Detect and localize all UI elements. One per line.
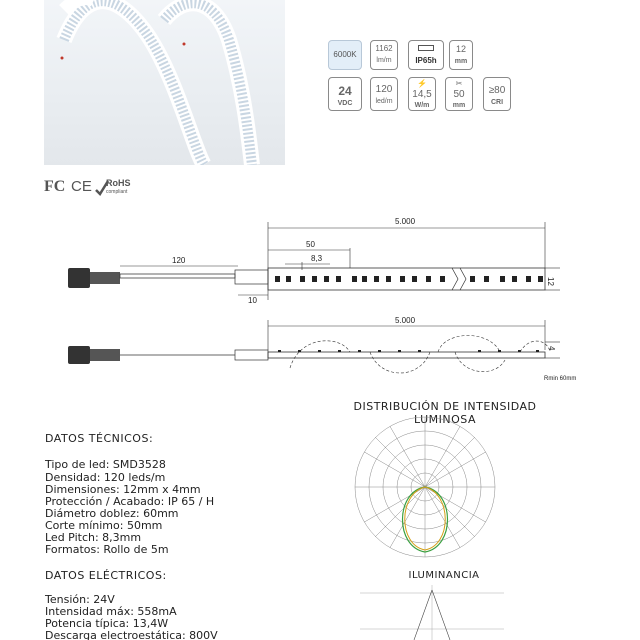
datos-tecnicos-heading: DATOS TÉCNICOS: [45, 432, 154, 445]
datos-electricos-heading: DATOS ELÉCTRICOS: [45, 569, 167, 582]
fcc-logo: FC [44, 178, 66, 195]
rohs-compliant-label: compliant [106, 189, 128, 195]
distribution-title: DISTRIBUCIÓN DE INTENSIDAD LUMINOSA [353, 400, 537, 426]
dim-offset: 10 [248, 296, 257, 305]
spec-line: Tensión: 24V [45, 593, 115, 606]
spec-line: Densidad: 120 leds/m [45, 471, 166, 484]
spec-line: Led Pitch: 8,3mm [45, 531, 142, 544]
dim-width: 12 [546, 277, 555, 286]
spec-line: Intensidad máx: 558mA [45, 605, 177, 618]
illuminance-title: ILUMINANCIA [408, 570, 480, 581]
technical-drawing [0, 200, 640, 390]
led-density-icon: 120 led/m [370, 77, 398, 111]
rohs-logo: RoHS [106, 178, 131, 188]
illuminance-chart [352, 585, 512, 640]
spec-line: Formatos: Rollo de 5m [45, 543, 169, 556]
spec-line: Corte mínimo: 50mm [45, 519, 163, 532]
dim-length-side: 5.000 [395, 316, 416, 325]
certification-logos [44, 175, 144, 197]
color-temperature-icon: 6000K [328, 40, 362, 70]
polar-distribution-chart [350, 412, 500, 562]
lumens-icon: 1162 lm/m [370, 40, 398, 70]
product-photo [44, 0, 285, 165]
spec-line: Protección / Acabado: IP 65 / H [45, 495, 215, 508]
dim-thickness: 4 [547, 346, 556, 351]
cri-icon: ≥80 CRI [483, 77, 511, 111]
ip-rating-icon: IP65h [408, 40, 444, 70]
spec-icons [328, 40, 518, 120]
dim-length-top: 5.000 [395, 217, 416, 226]
dim-cable: 120 [172, 256, 186, 265]
dim-min-radius: Rmin 60mm [544, 376, 577, 382]
spec-line: Potencia típica: 13,4W [45, 617, 169, 630]
width-icon: 12 mm [449, 40, 473, 70]
spec-line: Dimensiones: 12mm x 4mm [45, 483, 201, 496]
power-icon: ⚡ 14,5 W/m [408, 77, 436, 111]
voltage-icon: 24 VDC [328, 77, 362, 111]
spec-line: Diámetro doblez: 60mm [45, 507, 179, 520]
ce-logo: CE [71, 178, 92, 195]
dim-pitch-group: 50 [306, 240, 315, 249]
dim-led-pitch: 8,3 [311, 254, 323, 263]
spec-line: Descarga electroestática: 800V [45, 629, 218, 640]
spec-line: Tipo de led: SMD3528 [45, 458, 166, 471]
cut-length-icon: ✂ 50 mm [445, 77, 473, 111]
